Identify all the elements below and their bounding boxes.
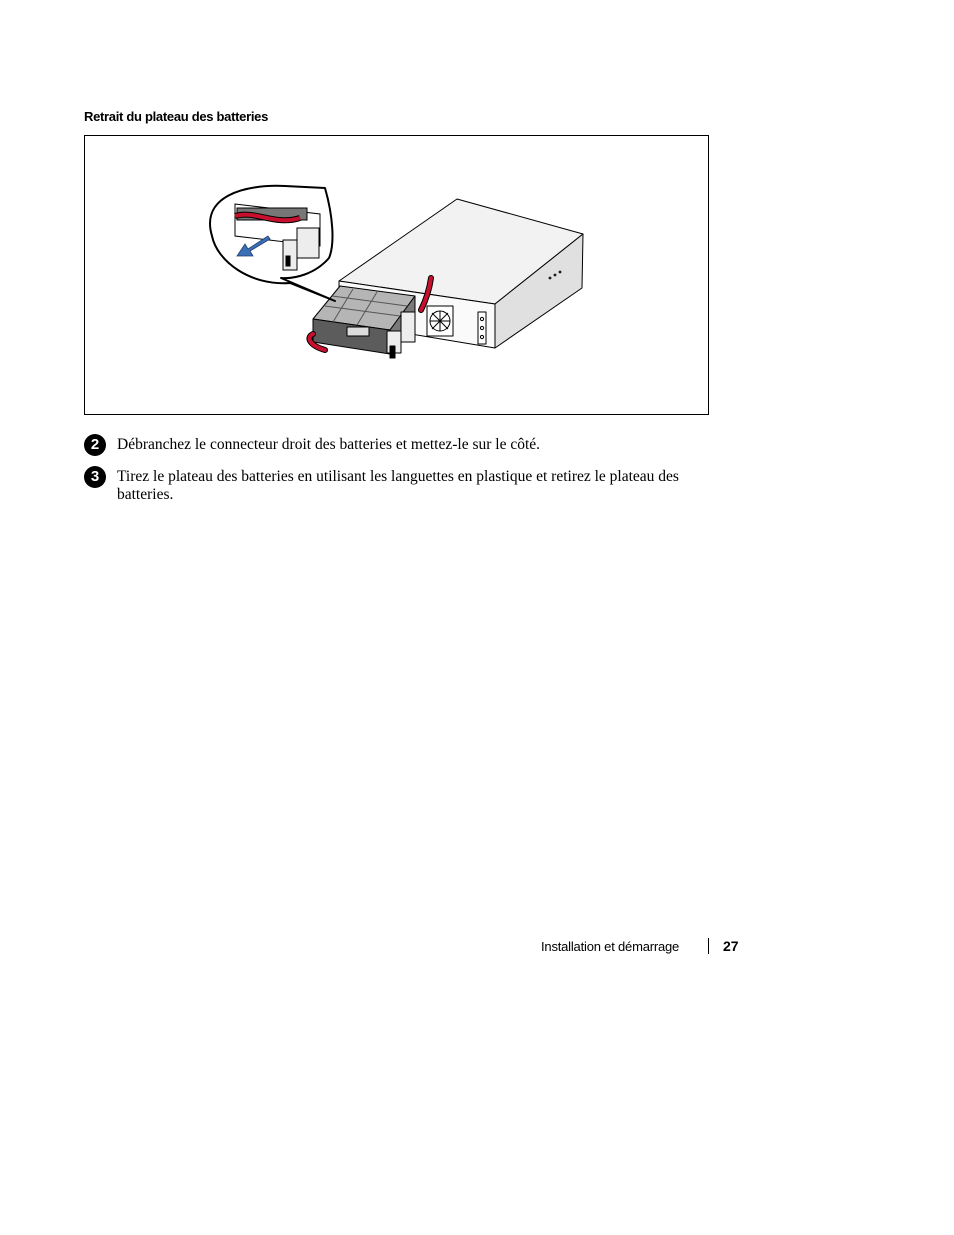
battery-tray — [313, 286, 415, 358]
page-number: 27 — [723, 938, 739, 954]
battery-tray-removal-illustration — [85, 136, 708, 414]
step-text: Tirez le plateau des batteries en utilisant les languettes en plastique et retirez le plateau des batteries. — [117, 468, 679, 503]
step-number-badge: 2 — [84, 434, 106, 456]
step-number-badge: 3 — [84, 466, 106, 488]
footer-section-title: Installation et démarrage — [541, 939, 680, 954]
step-text: Débranchez le connecteur droit des batteries et mettez-le sur le côté. — [117, 436, 541, 453]
detail-callout-bubble — [210, 186, 335, 301]
figure-caption: Retrait du plateau des batteries — [84, 109, 269, 124]
figure-frame — [84, 135, 709, 415]
footer-separator — [708, 938, 709, 954]
